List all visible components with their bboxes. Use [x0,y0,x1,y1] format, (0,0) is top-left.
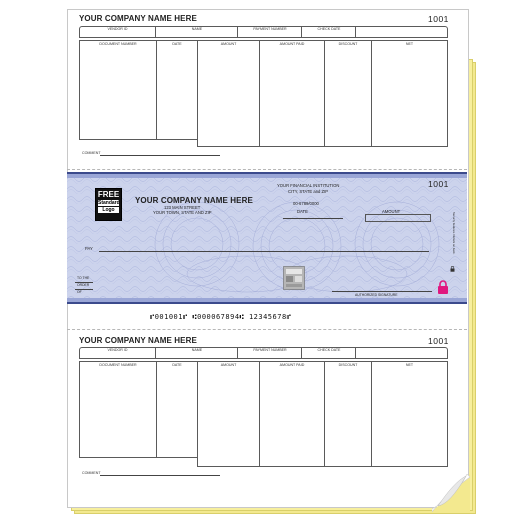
bank-name: YOUR FINANCIAL INSTITUTION [277,183,340,188]
stub-top-col-document-number [79,40,157,140]
stub-bottom-col-date [156,361,198,458]
free-standard-logo [95,188,122,221]
stub-top-company: YOUR COMPANY NAME HERE [79,14,197,23]
lock-icon [437,280,449,294]
stub-bottom-col-document-number [79,361,157,458]
perforation-top [67,169,467,170]
stub-top-comment-label: COMMENT [82,151,101,155]
stub-top-col-amount-paid [259,40,325,147]
stub-bottom-label-net: NET [405,363,414,367]
bank-city: CITY, STATE and ZIP [288,189,329,194]
page-curl-icon [432,474,470,512]
check-address-2: YOUR TOWN, STATE AND ZIP [153,210,212,215]
of-label: OF [77,290,82,294]
stub-top-label-payment-number: PAYMENT NUMBER [253,27,287,31]
check-number: 1001 [428,179,449,189]
stub-bottom-col-net [371,361,448,467]
stub-top-col-discount [324,40,372,147]
stub-bottom-label-vendor-id: VENDOR ID [107,348,128,352]
signature-line [332,291,432,292]
stub-bottom-company: YOUR COMPANY NAME HERE [79,336,197,345]
stub-top-label-discount: DISCOUNT [338,42,358,46]
stub-top-label-check-date: CHECK DATE [317,27,341,31]
stub-top-col-amount [197,40,260,147]
security-hologram-icon [283,266,305,290]
check-body [67,172,467,304]
stub-top-label-name: NAME [191,27,203,31]
stub-bottom-label-name: NAME [191,348,203,352]
stub-bottom-check-number: 1001 [428,336,449,346]
perforation-bottom [67,329,467,330]
check-address-1: 123 MAIN STREET [164,205,201,210]
order-label: ORDER [77,283,90,287]
stub-bottom-label-date: DATE [172,363,182,367]
stub-bottom-label-amount-paid: AMOUNT PAID [279,363,305,367]
free-logo-standard: Standard [98,200,120,206]
amount-box[interactable] [365,214,431,222]
stub-bottom-col-discount [324,361,372,467]
stub-bottom-col-amount-paid [259,361,325,467]
security-features-note: Security features. Details on back. [452,212,456,255]
check-company: YOUR COMPANY NAME HERE [135,196,253,205]
stub-top-col-net [371,40,448,147]
stub-bottom-col-amount [197,361,260,467]
stub-bottom-label-discount: DISCOUNT [338,363,358,367]
stub-bottom-label-payment-number: PAYMENT NUMBER [253,348,287,352]
security-pattern [67,174,467,302]
pay-label: PAY [85,246,93,251]
pay-line [99,251,429,252]
stub-bottom-label-check-date: CHECK DATE [317,348,341,352]
stub-top-col-date [156,40,198,140]
free-logo-free: FREE [97,190,120,199]
signature-label: AUTHORIZED SIGNATURE [355,293,398,297]
date-line [283,218,343,219]
stub-top-label-amount: AMOUNT [220,42,237,46]
stub-bottom-label-amount: AMOUNT [220,363,237,367]
stub-top-label-date: DATE [172,42,182,46]
stub-top-label-vendor-id: VENDOR ID [107,27,128,31]
stub-top-label-amount-paid: AMOUNT PAID [279,42,305,46]
stub-bottom-label-document-number: DOCUMENT NUMBER [99,363,137,367]
stub-top-check-number: 1001 [428,14,449,24]
stub-bottom-comment-label: COMMENT [82,471,101,475]
micr-line: ⑈001001⑈ ⑆000067894⑆ 12345678⑈ [150,313,292,321]
routing-fraction: 00-6789/0000 [293,201,319,206]
amount-label: AMOUNT [382,209,401,214]
free-logo-logo: Logo [98,207,119,213]
stub-top-comment-line [100,155,220,156]
stub-top-label-document-number: DOCUMENT NUMBER [99,42,137,46]
stub-top-label-net: NET [405,42,414,46]
to-the-label: TO THE [77,276,90,280]
small-lock-icon [450,266,455,272]
date-label: DATE [297,209,308,214]
stub-bottom-comment-line [100,475,220,476]
